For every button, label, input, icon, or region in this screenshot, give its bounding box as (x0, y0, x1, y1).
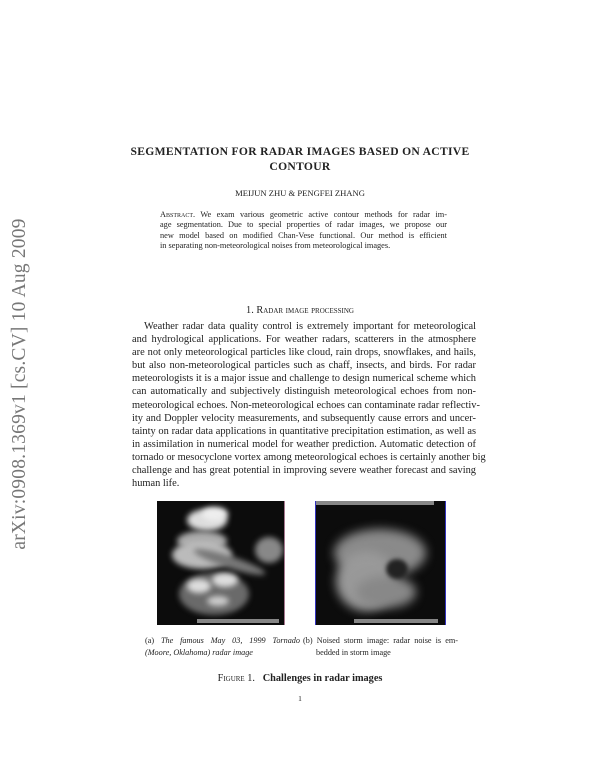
figure-caption (100, 673, 500, 684)
subcaption-line: bedded in storm image (316, 648, 391, 657)
body-line: Weather radar data quality control is extremely important for meteorological (144, 321, 476, 332)
page-number: 1 (298, 694, 302, 703)
tornado-radar-image (157, 501, 285, 625)
body-paragraph (132, 320, 486, 490)
body-line: human life. (132, 478, 180, 490)
abstract (160, 210, 447, 252)
section-title: Radar image processing (256, 305, 354, 316)
subcaption-b (303, 635, 458, 659)
body-line: tornado or mesocyclone vortex among meteorological echoes is certainly another big (132, 451, 486, 463)
abstract-line: age segmentation. Due to special properties of radar images, we propose our (160, 220, 447, 230)
body-line: meteorologists it is a major issue and challenge to design numerical scheme which (132, 373, 476, 385)
subcaption-line: (Moore, Oklahoma) radar image (145, 648, 253, 657)
authors: MEIJUN ZHU & PENGFEI ZHANG (235, 188, 365, 198)
subcaption-line: (a) The famous May 03, 1999 Tornado (145, 636, 300, 645)
subcaption-a (145, 635, 300, 659)
body-line: ity and Doppler velocity measurements, and subsequently cause errors and uncer- (132, 412, 476, 424)
figure-label: Figure 1. (217, 673, 256, 684)
body-line: meteorological echoes. Non-meteorological echoes can contaminate radar reflectiv- (132, 399, 480, 411)
abstract-label: Abstract. (160, 210, 196, 219)
paper-title (100, 144, 500, 174)
section-number: 1. (246, 305, 254, 316)
body-line: are not only meteorological particles like cloud, rain drops, snowflakes, and hails, (132, 347, 476, 359)
title-line: CONTOUR (269, 160, 331, 173)
title-line: SEGMENTATION FOR RADAR IMAGES BASED ON ACTIVE (130, 145, 470, 158)
body-line: challenge and has great potential in improving severe weather forecast and saving (132, 465, 476, 477)
body-line: can automatically and subjectively distinguish meteorological echoes from non- (132, 386, 476, 398)
figure-caption-text: Challenges in radar images (262, 673, 383, 684)
noised-storm-radar-image (315, 501, 446, 625)
abstract-line: new model based on modified Chan-Vese functional. Our method is efficient (160, 230, 447, 240)
abstract-line: Abstract. We exam various geometric active contour methods for radar im- (160, 210, 447, 219)
body-line: in assimilation in numerical model for weather prediction. Automatic detection of (132, 438, 476, 450)
body-line: but also non-meteorological particles such as chaff, insects, and birds. For radar (132, 360, 476, 372)
body-line: and hydrological applications. For weather radars, scatterers in the atmosphere (132, 334, 476, 346)
section-heading (100, 305, 500, 316)
arxiv-identifier: arXiv:0908.1369v1 [cs.CV] 10 Aug 2009 (9, 218, 30, 550)
subcaption-line: (b) Noised storm image: radar noise is em- (303, 636, 458, 645)
body-line: tainty on radar data applications in quantitative precipitation estimation, as well as (132, 425, 476, 437)
abstract-line: in separating non-meteorological noises from meteorological images. (160, 241, 391, 251)
